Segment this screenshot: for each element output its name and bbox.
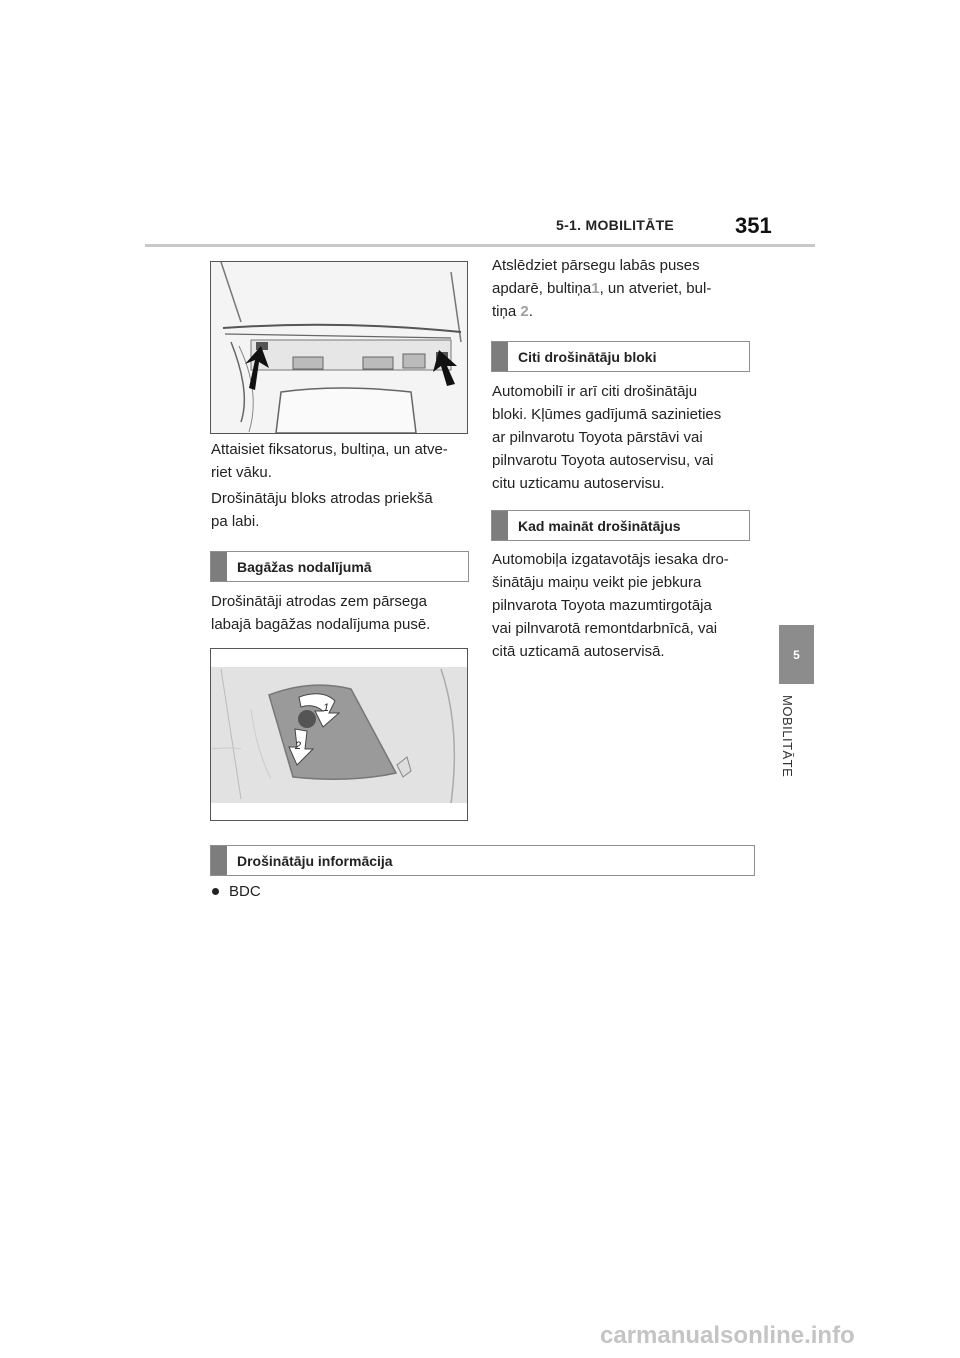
list-item: [212, 883, 261, 900]
chapter-side-label-text: MOBILITĀTE: [780, 695, 795, 778]
text-line: Attaisiet fiksatorus, bultiņa, un atve-: [211, 441, 448, 458]
text-segment: apdarē, bultiņa: [492, 280, 592, 297]
heading-replacing-fuses: [491, 510, 750, 541]
callout-number-1: 1: [591, 280, 600, 297]
heading-marker: [492, 342, 508, 371]
text-segment: tiņa: [492, 303, 521, 320]
heading-fuse-information: [210, 845, 755, 876]
text-line: [492, 277, 762, 300]
fuse-box-location-text: [211, 487, 471, 533]
chapter-tab-number: 5: [793, 647, 800, 662]
trunk-fuse-location-text: [211, 590, 471, 636]
text-line: pa labi.: [211, 513, 260, 530]
trunk-cover-illustration: [211, 649, 467, 820]
text-line: citā uzticamā autoservisā.: [492, 643, 665, 660]
text-line: Automobilī ir arī citi drošinātāju: [492, 383, 698, 400]
text-line: pilnvarotu Toyota autoservisu, vai: [492, 452, 714, 469]
chapter-side-label: [780, 695, 810, 795]
figure-label-1: 1: [323, 702, 330, 714]
bullet-icon: [212, 888, 219, 895]
text-line: vai pilnvarotā remontdarbnīcā, vai: [492, 620, 718, 637]
chapter-tab: [779, 625, 814, 684]
figure-hood-latches: [210, 261, 468, 434]
site-watermark: carmanualsonline.info: [600, 1322, 855, 1349]
heading-trunk-compartment: [210, 551, 469, 582]
text-line: pilnvarota Toyota mazumtirgotāja: [492, 597, 712, 614]
hood-latches-illustration: [211, 262, 467, 433]
heading-marker: [492, 511, 508, 540]
text-line: citu uzticamu autoservisu.: [492, 475, 665, 492]
heading-marker: [211, 846, 227, 875]
other-fuse-boxes-text: [492, 380, 762, 495]
figure-label-2: 2: [295, 740, 302, 752]
text-line: riet vāku.: [211, 464, 272, 481]
unlock-cover-instruction: [492, 254, 762, 323]
text-line: Drošinātāji atrodas zem pārsega: [211, 593, 427, 610]
heading-other-fuse-boxes: [491, 341, 750, 372]
text-line: Automobiļa izgatavotājs iesaka dro-: [492, 551, 729, 568]
heading-text: Bagāžas nodalījumā: [237, 558, 372, 575]
text-line: šinātāju maiņu veikt pie jebkura: [492, 574, 702, 591]
text-segment: , un atveriet, bul-: [599, 280, 712, 297]
callout-number-2: 2: [520, 303, 529, 320]
text-line: Atslēdziet pārsegu labās puses: [492, 257, 700, 274]
heading-text: Kad maināt drošinātājus: [518, 517, 681, 534]
heading-marker: [211, 552, 227, 581]
section-title: 5-1. MOBILITĀTE: [556, 217, 675, 233]
text-segment: .: [528, 303, 533, 320]
text-line: [492, 300, 762, 323]
instruction-open-hood: [211, 438, 471, 484]
text-line: labajā bagāžas nodalījuma pusē.: [211, 616, 431, 633]
text-line: ar pilnvarotu Toyota pārstāvi vai: [492, 429, 703, 446]
text-line: bloki. Kļūmes gadījumā sazinieties: [492, 406, 722, 423]
replacing-fuses-text: [492, 548, 762, 663]
text-line: Drošinātāju bloks atrodas priekšā: [211, 490, 433, 507]
heading-text: Drošinātāju informācija: [237, 852, 393, 869]
figure-trunk-cover: [210, 648, 468, 821]
list-item-text: BDC: [229, 883, 261, 900]
header-divider: [145, 244, 815, 247]
heading-text: Citi drošinātāju bloki: [518, 348, 657, 365]
page-number: 351: [735, 213, 772, 238]
